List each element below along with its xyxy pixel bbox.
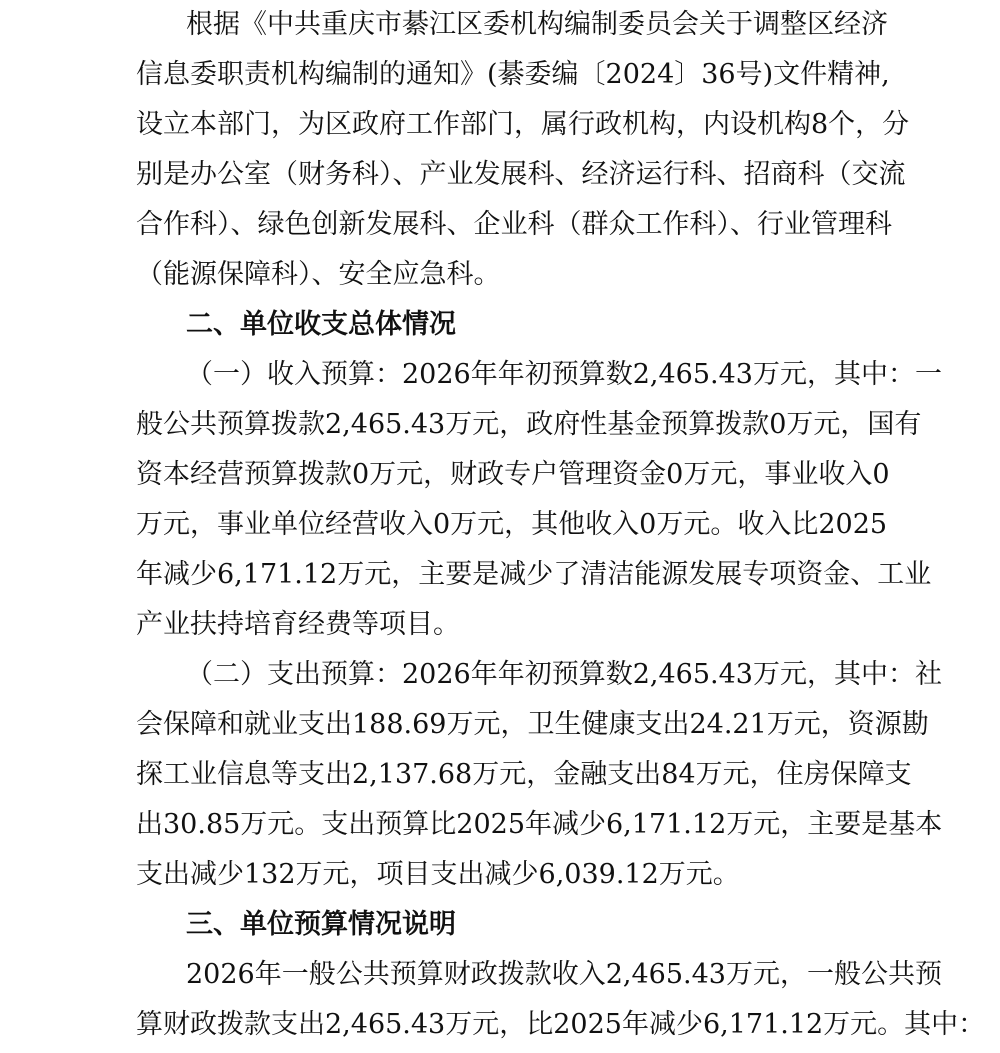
paragraph-line: 探工业信息等支出2,137.68万元，金融支出84万元，住房保障支 xyxy=(136,759,912,790)
paragraph-line: 合作科）、绿色创新发展科、企业科（群众工作科）、行业管理科 xyxy=(136,209,892,240)
paragraph-line: 出30.85万元。支出预算比2025年减少6,171.12万元，主要是基本 xyxy=(136,809,943,840)
paragraph-line: 年减少6,171.12万元，主要是减少了清洁能源发展专项资金、工业 xyxy=(136,559,932,590)
paragraph-line: 算财政拨款支出2,465.43万元，比2025年减少6,171.12万元。其中： xyxy=(136,1009,986,1040)
paragraph-line: 别是办公室（财务科）、产业发展科、经济运行科、招商科（交流 xyxy=(136,159,906,190)
paragraph-line: （二）支出预算：2026年年初预算数2,465.43万元，其中：社 xyxy=(186,659,942,690)
paragraph-line: （一）收入预算：2026年年初预算数2,465.43万元，其中：一 xyxy=(186,359,942,390)
paragraph-line: 设立本部门，为区政府工作部门，属行政机构，内设机构8个，分 xyxy=(136,109,910,140)
paragraph-line: 信息委职责机构编制的通知》(綦委编〔2024〕36号)文件精神, xyxy=(136,59,890,90)
paragraph-line: 根据《中共重庆市綦江区委机构编制委员会关于调整区经济 xyxy=(186,9,888,40)
paragraph-line: （能源保障科）、安全应急科。 xyxy=(136,259,501,290)
paragraph-line: 2026年一般公共预算财政拨款收入2,465.43万元，一般公共预 xyxy=(186,959,942,990)
paragraph-line: 支出减少132万元，项目支出减少6,039.12万元。 xyxy=(136,859,740,890)
paragraph-line: 万元，事业单位经营收入0万元，其他收入0万元。收入比2025 xyxy=(136,509,888,540)
section-heading: 二、单位收支总体情况 xyxy=(186,309,456,340)
paragraph-line: 会保障和就业支出188.69万元，卫生健康支出24.21万元，资源勘 xyxy=(136,709,929,740)
paragraph-line: 般公共预算拨款2,465.43万元，政府性基金预算拨款0万元，国有 xyxy=(136,409,922,440)
paragraph-line: 产业扶持培育经费等项目。 xyxy=(136,609,460,640)
section-heading: 三、单位预算情况说明 xyxy=(186,909,456,940)
paragraph-line: 资本经营预算拨款0万元，财政专户管理资金0万元，事业收入0 xyxy=(136,459,890,490)
document-body xyxy=(136,0,986,1050)
